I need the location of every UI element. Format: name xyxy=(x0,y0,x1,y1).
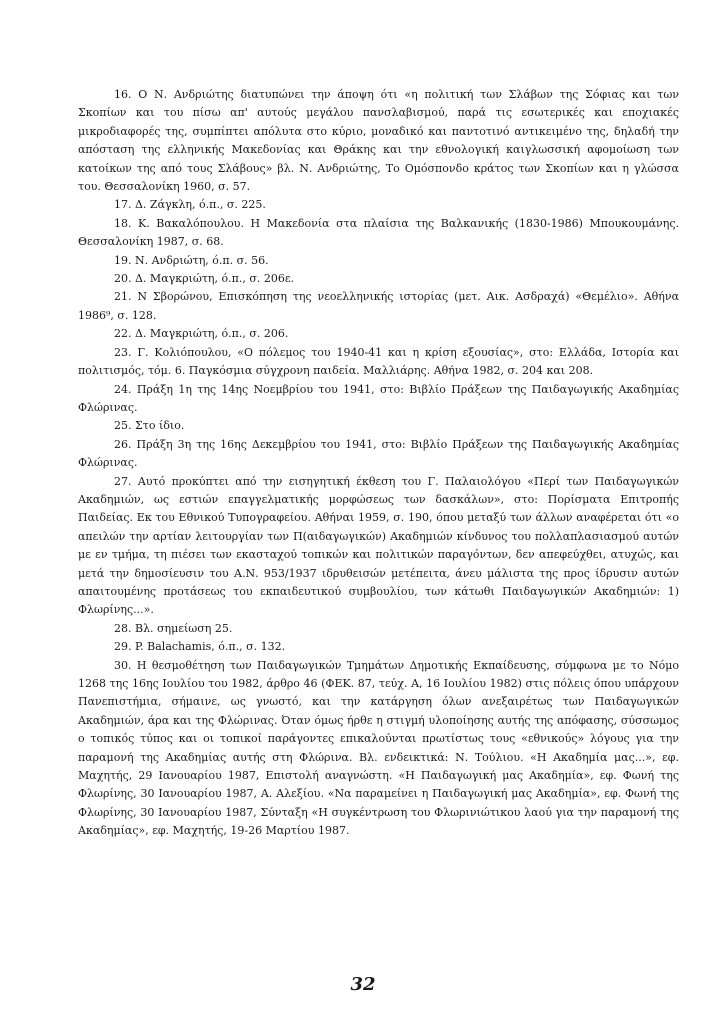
footnote-28: 28. Βλ. σημείωση 25. xyxy=(114,621,233,635)
footnote-24: 24. Πράξη 1η της 14ης Νοεμβρίου του 1941, στο: Βιβλίο Πράξεων της Παιδαγωγικής Ακαδημίας Φλώρινας. xyxy=(78,382,679,414)
footnote-17: 17. Δ. Ζάγκλη, ό.π., σ. 225. xyxy=(114,198,266,212)
footnote-23: 23. Γ. Κολιόπουλου, «Ο πόλεμος του 1940-41 και η κρίση εξουσίας», στο: Ελλάδα, Ιστορία και πολιτισμός, τόμ. 6. Παγκόσμια σύγχρονη παιδεία. Μαλλιάρης. Αθήνα 1982, σ. 204 και 208. xyxy=(78,345,679,378)
footnote-16: 16. Ο Ν. Ανδριώτης διατυπώνει την άποψη ότι «η πολιτική των Σλάβων της Σόφιας και των Σκοπίων και του πίσω απ' αυτούς μεγάλου πανσλαβισμού, παρά τις εσωτερικές και εποχιακές μικροδιαφορές της, συμπίπτει απόλυτα στο κύριο, μοναδικό και παντοτινό αντικειμένο της, δηλαδή την απόσταση της ελληνικής Μακεδονίας και Θράκης και την εθνολογική καιγλωσσική αφομοίωση των κατοίκων της από τους Σλάβους» βλ. Ν. Ανδριώτης, Το Ομόσπονδο κράτος των Σκοπίων και η γλώσσα του. Θεσσαλονίκη 1960, σ. 57. xyxy=(78,88,679,194)
footnote-25: 25. Στο ίδιο. xyxy=(114,419,185,433)
footnote-21: 21. Ν Σβορώνου, Επισκόπηση της νεοελληνικής ιστορίας (μετ. Αικ. Ασδραχά) «Θεμέλιο». Αθήνα 1986⁹, σ. 128. xyxy=(78,290,679,322)
footnote-29: 29. P. Balachamis, ό.π., σ. 132. xyxy=(114,640,286,654)
footnote-19: 19. Ν. Ανδριώτη, ό.π. σ. 56. xyxy=(114,253,269,267)
footnote-22: 22. Δ. Μαγκριώτη, ό.π., σ. 206. xyxy=(114,327,289,341)
footnote-18: 18. Κ. Βακαλόπουλου. Η Μακεδονία στα πλαίσια της Βαλκανικής (1830-1986) Μπουκουμάνης. Θεσσαλονίκη 1987, σ. 68. xyxy=(78,216,679,249)
footnote-26: 26. Πράξη 3η της 16ης Δεκεμβρίου του 1941, στο: Βιβλίο Πράξεων της Παιδαγωγικής Ακαδημίας Φλώρινας. xyxy=(78,437,679,470)
footnotes-section xyxy=(78,86,679,841)
footnote-27: 27. Αυτό προκύπτει από την εισηγητική έκθεση του Γ. Παλαιολόγου «Περί των Παιδαγωγικών Ακαδημιών, ως εστιών επαγγελματικής μορφώσεως των δασκάλων», στο: Πορίσματα Επιτροπής Παιδείας. Εκ του Εθνικού Τυπογραφείου. Αθήναι 1959, σ. 190, όπου μεταξύ των άλλων αναφέρεται ότι «ο απειλών την αρτίαν λειτουργίαν των Π(αιδαγωγικών) Ακαδημιών κίνδυνος του πολλαπλασιασμού αυτών με εν τμήμα, τη πιέσει των εκασταχού τοπικών και πολιτικών παραγόντων, δεν απεφεύχθει, ατυχώς, και μετά την δημοσίευσιν του Α.Ν. 953/1937 ιδρυθεισών μετέπειτα, άνευ μάλιστα της προς ίδρυσιν αυτών απαιτουμένης προτάσεως του εκπαιδευτικού συμβουλίου, των κάτωθι Παιδαγωγικών Ακαδημιών: 1) Φλωρίνης...». xyxy=(78,474,679,617)
footnote-30: 30. Η θεσμοθέτηση των Παιδαγωγικών Τμημάτων Δημοτικής Εκπαίδευσης, σύμφωνα με το Νόμο 1268 της 16ης Ιουλίου του 1982, άρθρο 46 (ΦΕΚ. 87, τεύχ. Α, 16 Ιουλίου 1982) στις πόλεις όπου υπάρχουν Πανεπιστήμια, σήμαινε, ως γνωστό, και την κατάργηση όλων ανεξαιρέτως των Παιδαγωγικών Ακαδημιών, άρα και της Φλώρινας. Όταν όμως ήρθε η στιγμή υλοποίησης αυτής της απόφασης, σύσσωμος ο τοπικός τύπος και οι τοπικοί παράγοντες επικαλούνται πρωτίστως τους «εθνικούς» λόγους για την παραμονή της Ακαδημίας αυτής στη Φλώρινα. Βλ. ενδεικτικά: Ν. Τούλιου. «Η Ακαδημία μας...», εφ. Μαχητής, 29 Ιανουαρίου 1987, Επιστολή αναγνώστη. «Η Παιδαγωγική μας Ακαδημία», εφ. Φωνή της Φλωρίνης, 30 Ιανουαρίου 1987, Α. Αλεξίου. «Να παραμείνει η Παιδαγωγική μας Ακαδημία», εφ. Φωνή της Φλωρίνης, 30 Ιανουαρίου 1987, Σύνταξη «Η συγκέντρωση του Φλωρινιώτικου λαού για την παραμονή της Ακαδημίας», εφ. Μαχητής, 19-26 Μαρτίου 1987. xyxy=(78,658,679,838)
page-number: 32 xyxy=(350,974,376,995)
footnote-20: 20. Δ. Μαγκριώτη, ό.π., σ. 206ε. xyxy=(114,272,295,286)
